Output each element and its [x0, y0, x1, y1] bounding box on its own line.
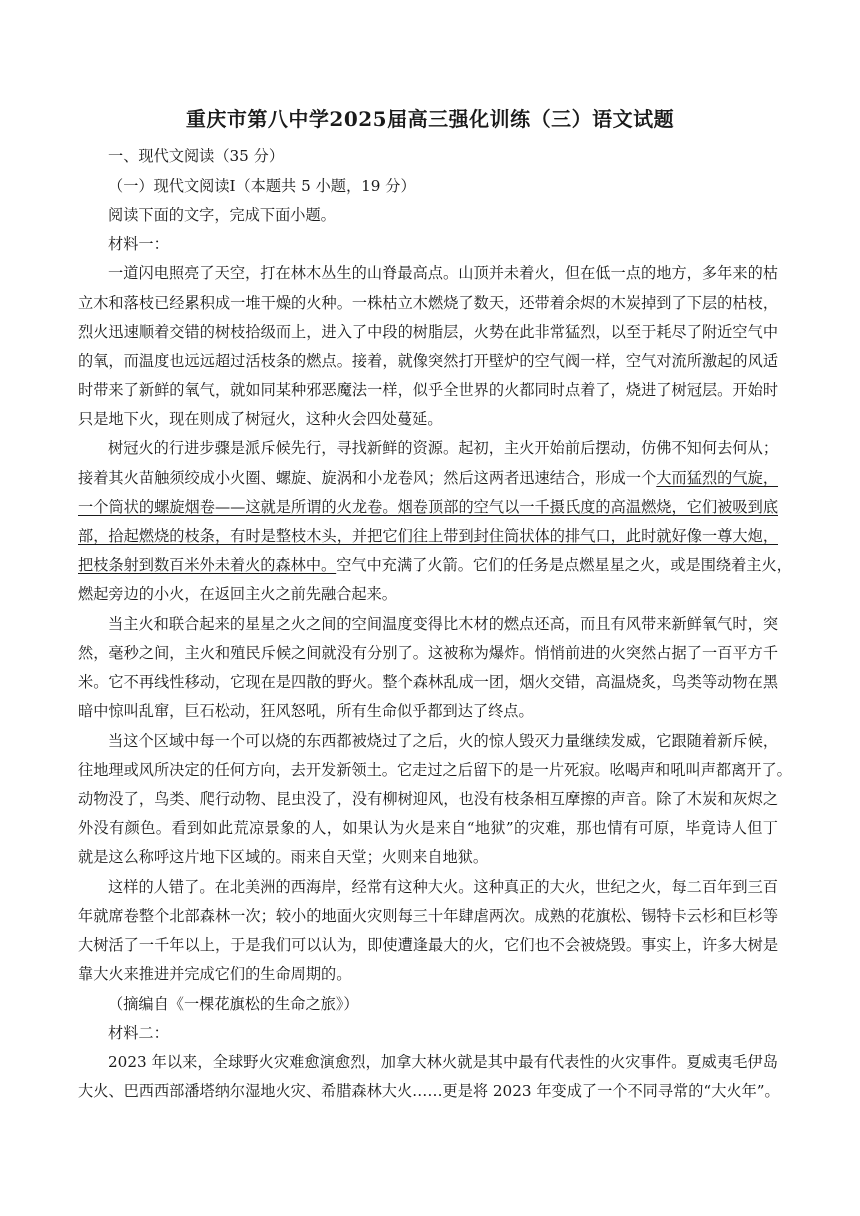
paragraph-text: 空气中充满了火箭。它们的任务是点燃星星之火，或是围绕着主火，: [336, 556, 792, 574]
paragraph-line: 一道闪电照亮了天空，打在林木丛生的山脊最高点。山顶并未着火，但在低一点的地方，多年来的枯: [108, 264, 778, 282]
paragraph-line: 的氧，而温度也远远超过活枝条的燃点。接着，就像突然打开壁炉的空气阀一样，空气对流所激起的风适: [78, 352, 778, 370]
paragraph-line: 时带来了新鲜的氧气，就如同某种邪恶魔法一样，似乎全世界的火都同时点着了，烧进了树冠层。开始时: [78, 381, 778, 399]
paragraph-line: 大树活了一千年以上，于是我们可以认为，即使遭逢最大的火，它们也不会被烧毁。事实上，许多大树是: [78, 936, 778, 954]
paragraph-line: 动物没了，鸟类、爬行动物、昆虫没了，没有柳树迎风，也没有枝条相互摩擦的声音。除了木炭和灰烬之: [78, 790, 778, 808]
paragraph-line: [78, 555, 792, 577]
subsection-heading: （一）现代文阅读Ⅰ（本题共 5 小题，19 分）: [108, 177, 416, 195]
material-1-label: 材料一：: [108, 235, 169, 253]
paragraph-line: 靠大火来推进并完成它们的生命周期的。: [78, 965, 352, 983]
section-heading: 一、现代文阅读（35 分）: [108, 147, 285, 165]
paragraph-line: 当主火和联合起来的星星之火之间的空间温度变得比木材的燃点还高，而且有风带来新鲜氧气时，突: [108, 615, 778, 633]
paragraph-line: 外没有颜色。看到如此荒凉景象的人，如果认为火是来自“地狱”的灾难，那也情有可原，毕竟诗人但丁: [78, 819, 778, 837]
paragraph-line: 2023 年以来，全球野火灾难愈演愈烈，加拿大林火就是其中最有代表性的火灾事件。夏威夷毛伊岛: [108, 1053, 778, 1071]
material-2-label: 材料二：: [108, 1024, 169, 1042]
paragraph-line: 往地理或风所决定的任何方向，去开发新领土。它走过之后留下的是一片死寂。吆喝声和吼叫声都离开了。: [78, 761, 792, 779]
paragraph-line: [78, 468, 778, 490]
paragraph-line: 大火、巴西西部潘塔纳尔湿地火灾、希腊森林大火……更是将 2023 年变成了一个不同寻常的“大火年”。: [78, 1082, 780, 1100]
paragraph-text: 接着其火苗触须绞成小火圈、螺旋、旋涡和小龙卷风；然后这两者迅速结合，形成一个: [78, 469, 657, 487]
source-citation: （摘编自《一棵花旗松的生命之旅》）: [108, 995, 359, 1013]
paragraph-line: 只是地下火，现在则成了树冠火，这种火会四处蔓延。: [78, 410, 443, 428]
paragraph-line: 烈火迅速顺着交错的树枝拾级而上，进入了中段的树脂层，火势在此非常猛烈，以至于耗尽了附近空气中: [78, 323, 778, 341]
underlined-text: 部，拾起燃烧的枝条，有时是整枝木头，并把它们往上带到封住筒状体的排气口，此时就好像一尊大炮，: [78, 527, 778, 545]
paragraph-line: 暗中惊叫乱窜，巨石松动，狂风怒吼，所有生命似乎都到达了终点。: [78, 702, 534, 720]
paragraph-line: 然，毫秒之间，主火和殖民斥候之间就没有分别了。这被称为爆炸。悄悄前进的火突然占据了一百平方千: [78, 644, 778, 662]
underlined-text: 一个筒状的螺旋烟卷——这就是所谓的火龙卷。烟卷顶部的空气以一千摄氏度的高温燃烧，它们被吸到底: [78, 498, 778, 516]
underlined-text: 大而猛烈的气旋，: [656, 469, 779, 487]
underlined-text: 把枝条射到数百米外未着火的森林中。: [78, 556, 337, 574]
paragraph-line: 米。它不再线性移动，它现在是四散的野火。整个森林乱成一团，烟火交错，高温烧炙，鸟类等动物在黑: [78, 673, 778, 691]
paragraph-line: 树冠火的行进步骤是派斥候先行，寻找新鲜的资源。起初，主火开始前后摆动，仿佛不知何去何从；: [108, 439, 778, 457]
paragraph-line: 立木和落枝已经累积成一堆干燥的火种。一株枯立木燃烧了数天，还带着余烬的木炭掉到了下层的枯枝，: [78, 294, 778, 312]
paragraph-line: 燃起旁边的小火，在返回主火之前先融合起来。: [78, 585, 397, 603]
paragraph-line: 当这个区域中每一个可以烧的东西都被烧过了之后，火的惊人毁灭力量继续发威，它跟随着新斥候，: [108, 732, 778, 750]
paragraph-line: 年就席卷整个北部森林一次；较小的地面火灾则每三十年肆虐两次。成熟的花旗松、锡特卡云杉和巨杉等: [78, 907, 778, 925]
paragraph-line: 就是这么称呼这片地下区域的。雨来自天堂；火则来自地狱。: [78, 848, 489, 866]
document-title: 重庆市第八中学2025届高三强化训练（三）语文试题: [185, 107, 675, 131]
instruction-text: 阅读下面的文字，完成下面小题。: [108, 206, 336, 224]
paragraph-line: 这样的人错了。在北美洲的西海岸，经常有这种大火。这种真正的大火，世纪之火，每二百年到三百: [108, 878, 778, 896]
